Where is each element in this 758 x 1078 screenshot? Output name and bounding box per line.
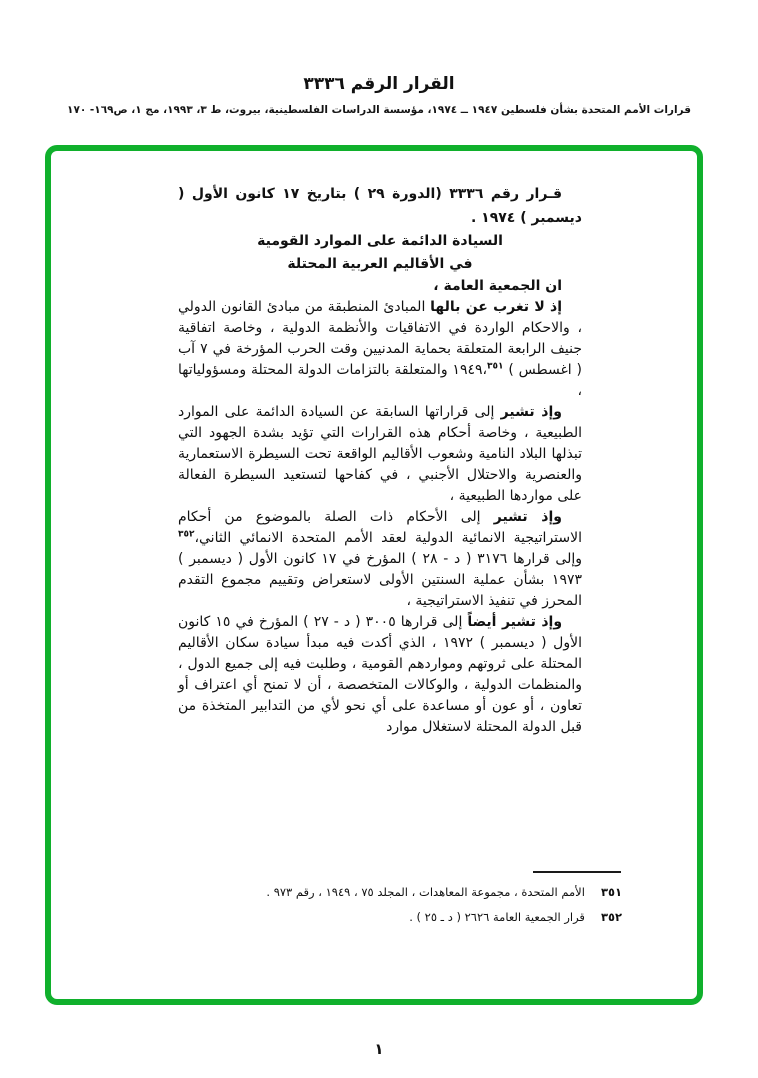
source-citation: قرارات الأمم المتحدة بشأن فلسطين ١٩٤٧ ــ ١٩٧٤، مؤسسة الدراسات الفلسطينية، بيروت، ط ٣، ١٩٩٣، مج ١، ص١٦٩- ١٧٠: [67, 104, 691, 116]
resolution-subtitle-line2: في الأقاليم العربية المحتلة: [287, 256, 473, 272]
paragraph-3-text: إلى الأحكام ذات الصلة بالموضوع من أحكام الاستراتيجية الانمائية الدولية لعقد الأمم المتحدة الانمائي الثاني،: [178, 509, 582, 546]
footnote-352-row: [176, 905, 622, 930]
resolution-subtitle-line1: السيادة الدائمة على الموارد القومية: [257, 233, 503, 249]
paragraph-4-lead: وإذ تشير أيضاً: [467, 614, 563, 630]
paragraph-4-text: إلى قرارها ٣٠٠٥ ( د - ٢٧ ) المؤرخ في ١٥ كانون الأول ( ديسمبر ) ١٩٧٢ ، الذي أكدت فيه مبدأ سيادة سكان الأقاليم المحتلة على ثروتهم ومواردهم القومية ، وطلبت فيه إلى جميع الدول ، والمنظمات الدولية ، والوكالات المتخصصة ، أن لا تمنح أي اعتراف أو تعاون ، أو عون أو مساعدة على أي نحو لأي من التدابير المتخذة من قبل الدولة المحتلة لاستغلال موارد: [178, 614, 582, 735]
footnote-352-number: ٣٥٢: [600, 910, 622, 924]
resolution-title: قـرار رقم ٣٣٣٦ (الدورة ٢٩ ) بتاريخ ١٧ كانون الأول ( ديسمبر ) ١٩٧٤ .: [178, 186, 582, 226]
paragraph-3-lead: وإذ تشير: [493, 509, 562, 525]
footnotes-section: [176, 880, 622, 930]
page-title: القرار الرقم ٣٣٣٦: [303, 74, 455, 94]
footnote-352-text: قرار الجمعية العامة ٢٦٢٦ ( د ـ ٢٥ ) .: [409, 910, 585, 924]
footnote-351-text: الأمم المتحدة ، مجموعة المعاهدات ، المجلد ٧٥ ، ١٩٤٩ ، رقم ٩٧٣ .: [266, 885, 585, 899]
preamble-intro: ان الجمعية العامة ،: [433, 278, 562, 294]
paragraph-1-lead: إذ لا تغرب عن بالها: [430, 299, 562, 315]
preamble-paragraph-4: [178, 612, 582, 738]
footnote-351-row: [176, 880, 622, 905]
paragraph-1-text: المبادئ المنطبقة من مبادئ القانون الدولي ، والاحكام الواردة في الاتفاقيات والأنظمة الدولية ، وخاصة اتفاقية جنيف الرابعة المتعلقة بحماية المدنيين وقت الحرب المؤرخة في ٧ آب ( اغسطس ) ١٩٤٩،: [178, 299, 582, 378]
preamble-paragraph-2: [178, 402, 582, 507]
footnote-separator: [533, 871, 621, 873]
paragraph-3-text-cont: وإلى قرارها ٣١٧٦ ( د - ٢٨ ) المؤرخ في ١٧ كانون الأول ( ديسمبر ) ١٩٧٣ بشأن عملية السنتين الأولى لاستعراض وتقييم مجموع التقدم المحرز في تنفيذ الاستراتيجية ،: [178, 551, 582, 609]
footnote-ref-351: ٣٥١: [487, 361, 504, 372]
footnote-351-number: ٣٥١: [600, 885, 622, 899]
preamble-paragraph-3: [178, 507, 582, 612]
paragraph-1-text-cont: والمتعلقة بالتزامات الدولة المحتلة ومسؤولياتها ،: [178, 362, 582, 399]
paragraph-2-text: إلى قراراتها السابقة عن السيادة الدائمة على الموارد الطبيعية ، وخاصة أحكام هذه القرارات التي تؤيد بشدة الجهود التي تبذلها البلاد النامية وشعوب الأقاليم الواقعة تحت السيطرة الاستعمارية والعنصرية والاحتلال الأجنبي ، في كفاحها لتستعيد السيطرة الفعالة على مواردها الطبيعية ،: [178, 404, 582, 504]
preamble-paragraph-1: [178, 297, 582, 402]
page-number: ١: [374, 1040, 384, 1058]
resolution-body: [178, 182, 582, 738]
footnote-ref-352: ٣٥٢: [178, 529, 195, 540]
paragraph-2-lead: وإذ تشير: [500, 404, 562, 420]
